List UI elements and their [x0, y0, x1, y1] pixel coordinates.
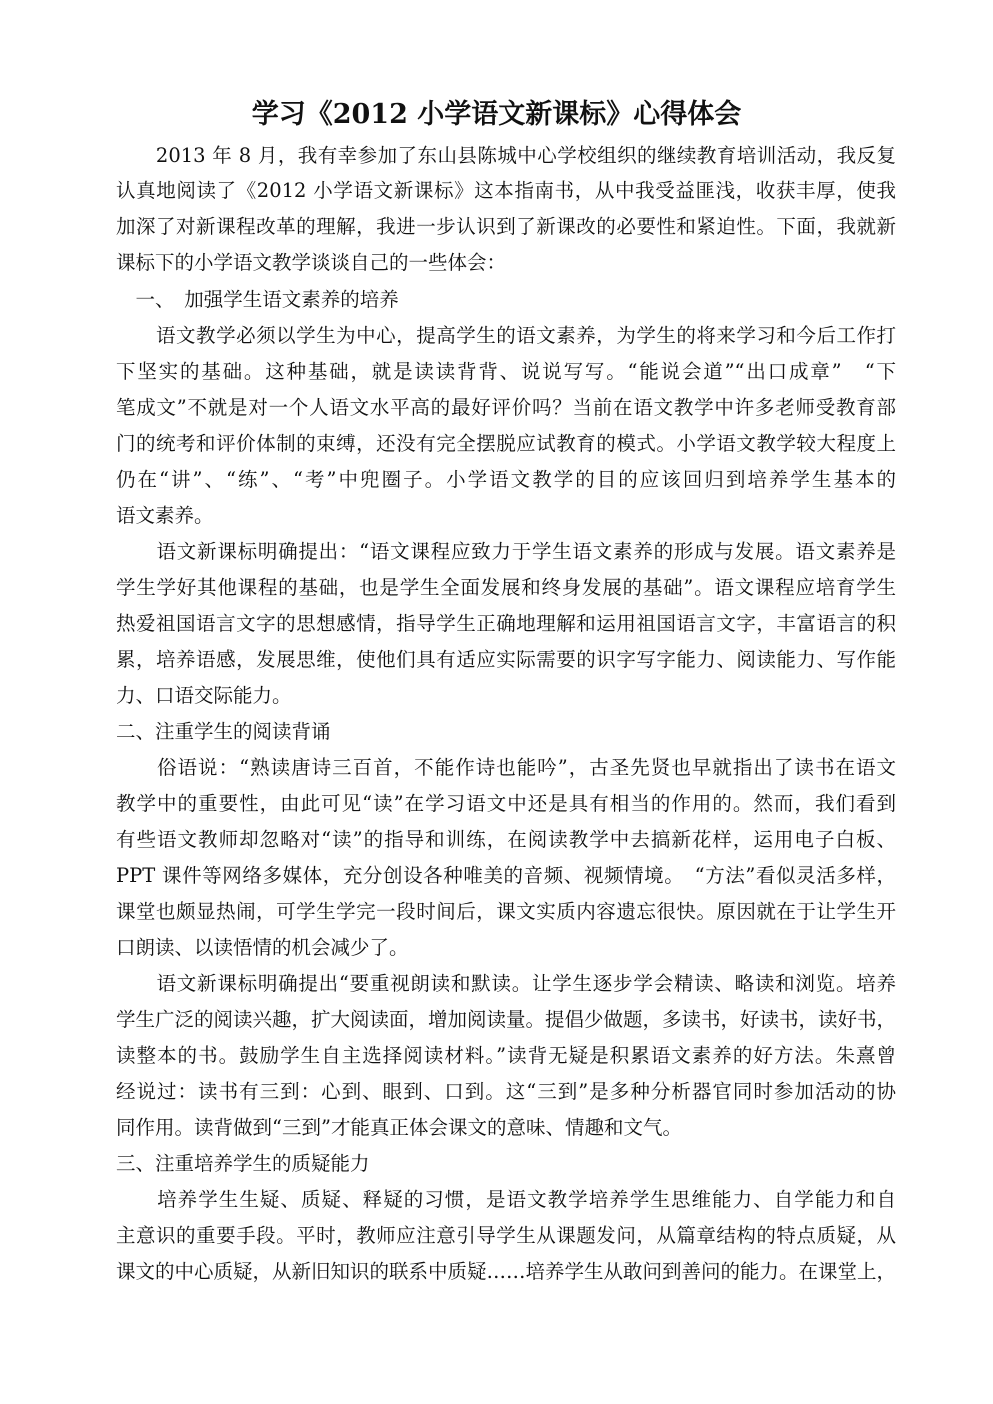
paragraph-line: 门的统考和评价体制的束缚，还没有完全摆脱应试教育的模式。小学语文教学较大程度上	[116, 432, 896, 455]
paragraph-line: PPT 课件等网络多媒体，充分创设各种唯美的音频、视频情境。 “方法”看似灵活多样，	[116, 864, 896, 887]
paragraph-line: 热爱祖国语言文字的思想感情，指导学生正确地理解和运用祖国语言文字，丰富语言的积	[116, 612, 896, 635]
section-heading: 三、注重培养学生的质疑能力	[116, 1152, 370, 1175]
paragraph-line: 下坚实的基础。这种基础，就是读读背背、说说写写。“能说会道”“出口成章” “下	[116, 360, 896, 383]
paragraph-line: 俗语说：“熟读唐诗三百首，不能作诗也能吟”，古圣先贤也早就指出了读书在语文	[116, 756, 896, 779]
paragraph-line: 课标下的小学语文教学谈谈自己的一些体会：	[116, 251, 507, 274]
paragraph-line: 同作用。读背做到“三到”才能真正体会课文的意味、情趣和文气。	[116, 1116, 682, 1139]
paragraph-line: 课文的中心质疑，从新旧知识的联系中质疑……培养学生从敢问到善问的能力。在课堂上，	[116, 1260, 897, 1283]
paragraph-line: 口朗读、以读悟情的机会减少了。	[116, 936, 409, 959]
paragraph-line: 主意识的重要手段。平时，教师应注意引导学生从课题发问，从篇章结构的特点质疑，从	[116, 1224, 896, 1247]
paragraph-line: 学生广泛的阅读兴趣，扩大阅读面，增加阅读量。提倡少做题，多读书，好读书，读好书，	[116, 1008, 897, 1031]
paragraph-line: 认真地阅读了《2012 小学语文新课标》这本指南书，从中我受益匪浅，收获丰厚，使我	[116, 179, 896, 202]
paragraph-line: 语文新课标明确提出：“语文课程应致力于学生语文素养的形成与发展。语文素养是	[116, 540, 896, 563]
paragraph-line: 力、口语交际能力。	[116, 684, 292, 707]
section-heading: 一、 加强学生语文素养的培养	[116, 288, 399, 311]
paragraph-line: 语文教学必须以学生为中心，提高学生的语文素养，为学生的将来学习和今后工作打	[116, 324, 896, 347]
paragraph-line: 仍在“讲”、“练”、“考”中兜圈子。小学语文教学的目的应该回归到培养学生基本的	[116, 468, 896, 491]
paragraph-line: 笔成文”不就是对一个人语文水平高的最好评价吗？当前在语文教学中许多老师受教育部	[116, 396, 896, 419]
paragraph-line: 语文新课标明确提出“要重视朗读和默读。让学生逐步学会精读、略读和浏览。培养	[116, 972, 896, 995]
paragraph-line: 有些语文教师却忽略对“读”的指导和训练，在阅读教学中去搞新花样，运用电子白板、	[116, 828, 896, 851]
paragraph-line: 教学中的重要性，由此可见“读”在学习语文中还是具有相当的作用的。然而，我们看到	[116, 792, 896, 815]
paragraph-line: 语文素养。	[116, 504, 214, 527]
paragraph-line: 累，培养语感，发展思维，使他们具有适应实际需要的识字写字能力、阅读能力、写作能	[116, 648, 896, 671]
paragraph-line: 读整本的书。鼓励学生自主选择阅读材料。”读背无疑是积累语文素养的好方法。朱熹曾	[116, 1044, 896, 1067]
paragraph-line: 2013 年 8 月，我有幸参加了东山县陈城中心学校组织的继续教育培训活动，我反复	[116, 144, 896, 167]
paragraph-line: 课堂也颇显热闹，可学生学完一段时间后，课文实质内容遗忘很快。原因就在于让学生开	[116, 900, 896, 923]
paragraph-line: 加深了对新课程改革的理解，我进一步认识到了新课改的必要性和紧迫性。下面，我就新	[116, 215, 896, 238]
paragraph-line: 经说过：读书有三到：心到、眼到、口到。这“三到”是多种分析器官同时参加活动的协	[116, 1080, 896, 1103]
paragraph-line: 学生学好其他课程的基础，也是学生全面发展和终身发展的基础”。语文课程应培育学生	[116, 576, 896, 599]
paragraph-line: 培养学生生疑、质疑、释疑的习惯，是语文教学培养学生思维能力、自学能力和自	[116, 1188, 896, 1211]
section-heading: 二、注重学生的阅读背诵	[116, 720, 331, 743]
page-title: 学习《2012 小学语文新课标》心得体会	[251, 99, 742, 130]
